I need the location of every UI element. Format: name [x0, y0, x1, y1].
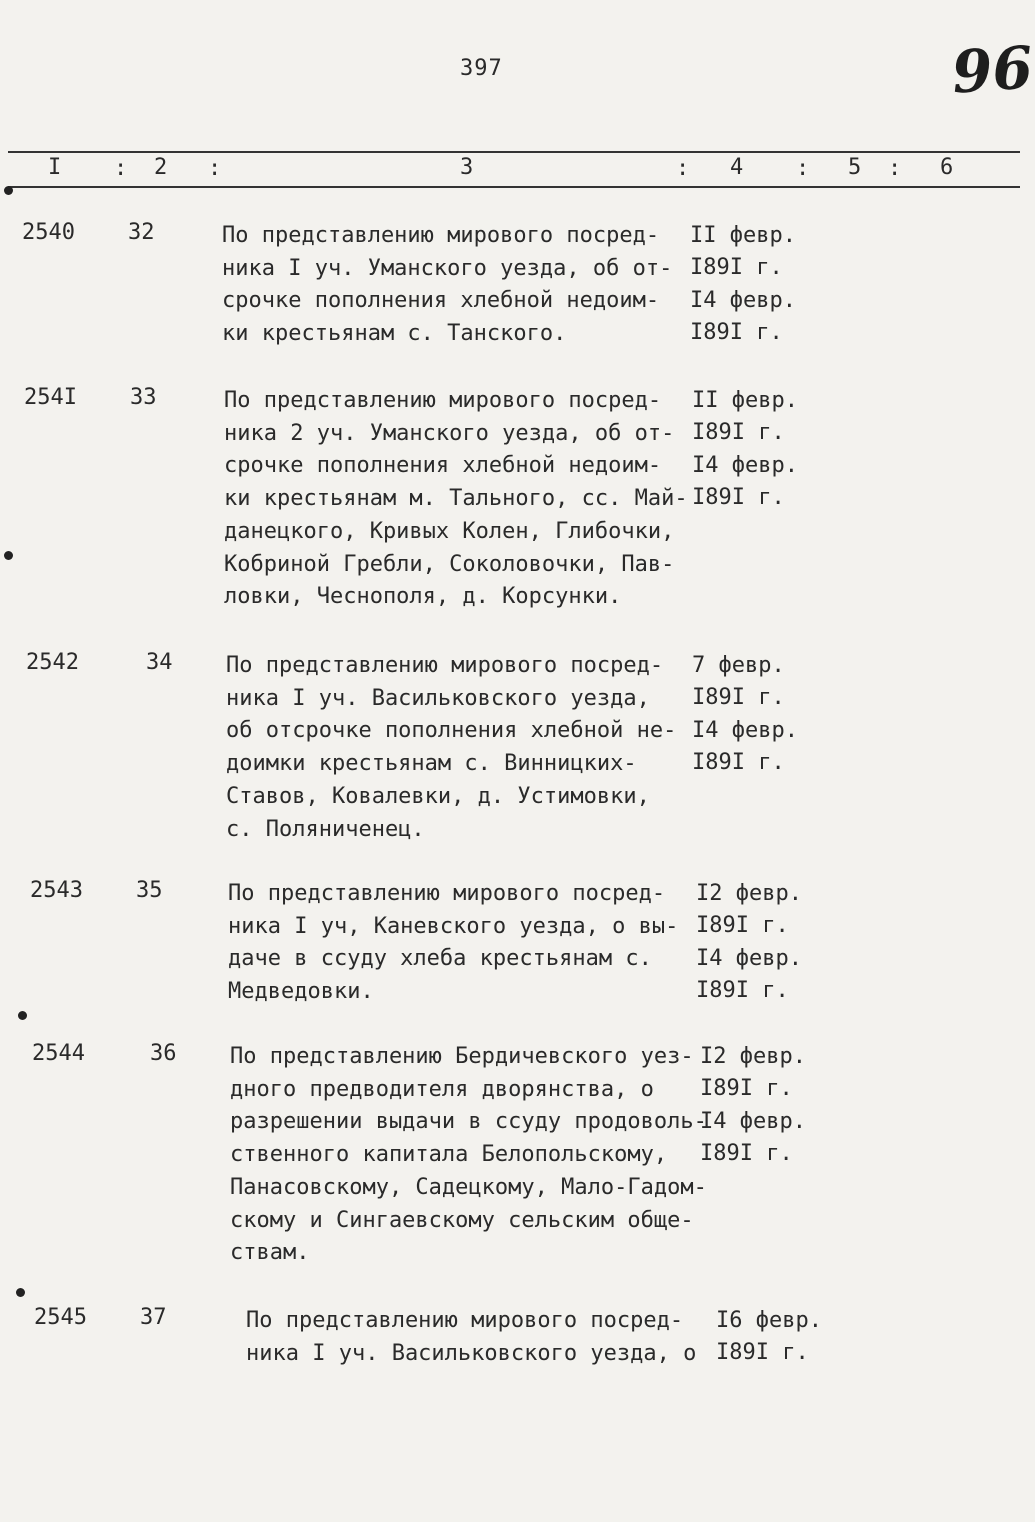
- entry-description: По представлению мирового посред- ника 2 уч. Уманского уезда, об от- срочке пополнения хлебной недоим- ки крестьянам м. Тального, сс. Май- данецкого, Кривых Колен, Глибочки, Кобриной Гребли, Соколовочки, Пав- ловки, Чеснополя, д. Корсунки.: [224, 388, 688, 610]
- page-number: 397: [460, 56, 503, 81]
- column-separator: :: [208, 156, 222, 181]
- entry-description: По представлению мирового посред- ника I уч. Васильковского уезда, о: [246, 1308, 697, 1366]
- entry-dates: I6 февр. I89I г.: [716, 1308, 822, 1366]
- entry-dates: 7 февр. I89I г. I4 февр. I89I г.: [692, 653, 798, 775]
- column-separator: :: [676, 156, 690, 181]
- header-top-rule: [8, 151, 1020, 153]
- folio-number-handwritten: 96: [949, 33, 1035, 107]
- entry-number: 2544: [32, 1041, 85, 1066]
- entry-dates: II февр. I89I г. I4 февр. I89I г.: [690, 223, 796, 345]
- entry-description: По представлению мирового посред- ника I уч. Васильковского уезда, об отсрочке пополнения хлебной не- доимки крестьянам с. Винницких- Ставов, Ковалевки, д. Устимовки, с. Поляниченец.: [226, 653, 677, 842]
- entry-number: 2543: [30, 878, 83, 903]
- entry-sub-number: 34: [146, 650, 173, 675]
- column-header-4: 4: [730, 155, 744, 180]
- binder-hole-mark: [4, 551, 13, 560]
- entry-description: По представлению Бердичевского уез- дного предводителя дворянства, о разрешении выдачи в ссуду продоволь- ственного капитала Белопольскому, Панасовскому, Садецкому, Мало-Гадом- скому и Сингаевскому сельским обще- ствам.: [230, 1044, 707, 1266]
- binder-hole-mark: [16, 1288, 25, 1297]
- column-separator: :: [796, 156, 810, 181]
- entry-sub-number: 33: [130, 385, 157, 410]
- entry-number: 254I: [24, 385, 77, 410]
- header-bottom-rule: [8, 186, 1020, 188]
- column-header-2: 2: [154, 155, 168, 180]
- entry-number: 2540: [22, 220, 75, 245]
- binder-hole-mark: [4, 186, 13, 195]
- entry-description: По представлению мирового посред- ника I уч, Каневского уезда, о вы- даче в ссуду хлеба крестьянам с. Медведовки.: [228, 881, 679, 1005]
- entry-sub-number: 36: [150, 1041, 177, 1066]
- entry-sub-number: 37: [140, 1305, 167, 1330]
- column-header-3: 3: [460, 155, 474, 180]
- column-header-5: 5: [848, 155, 862, 180]
- entry-number: 2545: [34, 1305, 87, 1330]
- column-header-1: I: [48, 155, 62, 180]
- entry-sub-number: 35: [136, 878, 163, 903]
- entry-number: 2542: [26, 650, 79, 675]
- column-separator: :: [888, 156, 902, 181]
- column-header-6: 6: [940, 155, 954, 180]
- column-separator: :: [114, 156, 128, 181]
- entry-description: По представлению мирового посред- ника I уч. Уманского уезда, об от- срочке пополнения хлебной недоим- ки крестьянам с. Танского.: [222, 223, 673, 347]
- entry-dates: I2 февр. I89I г. I4 февр. I89I г.: [700, 1044, 806, 1166]
- entry-sub-number: 32: [128, 220, 155, 245]
- entry-dates: I2 февр. I89I г. I4 февр. I89I г.: [696, 881, 802, 1003]
- binder-hole-mark: [18, 1011, 27, 1020]
- entry-dates: II февр. I89I г. I4 февр. I89I г.: [692, 388, 798, 510]
